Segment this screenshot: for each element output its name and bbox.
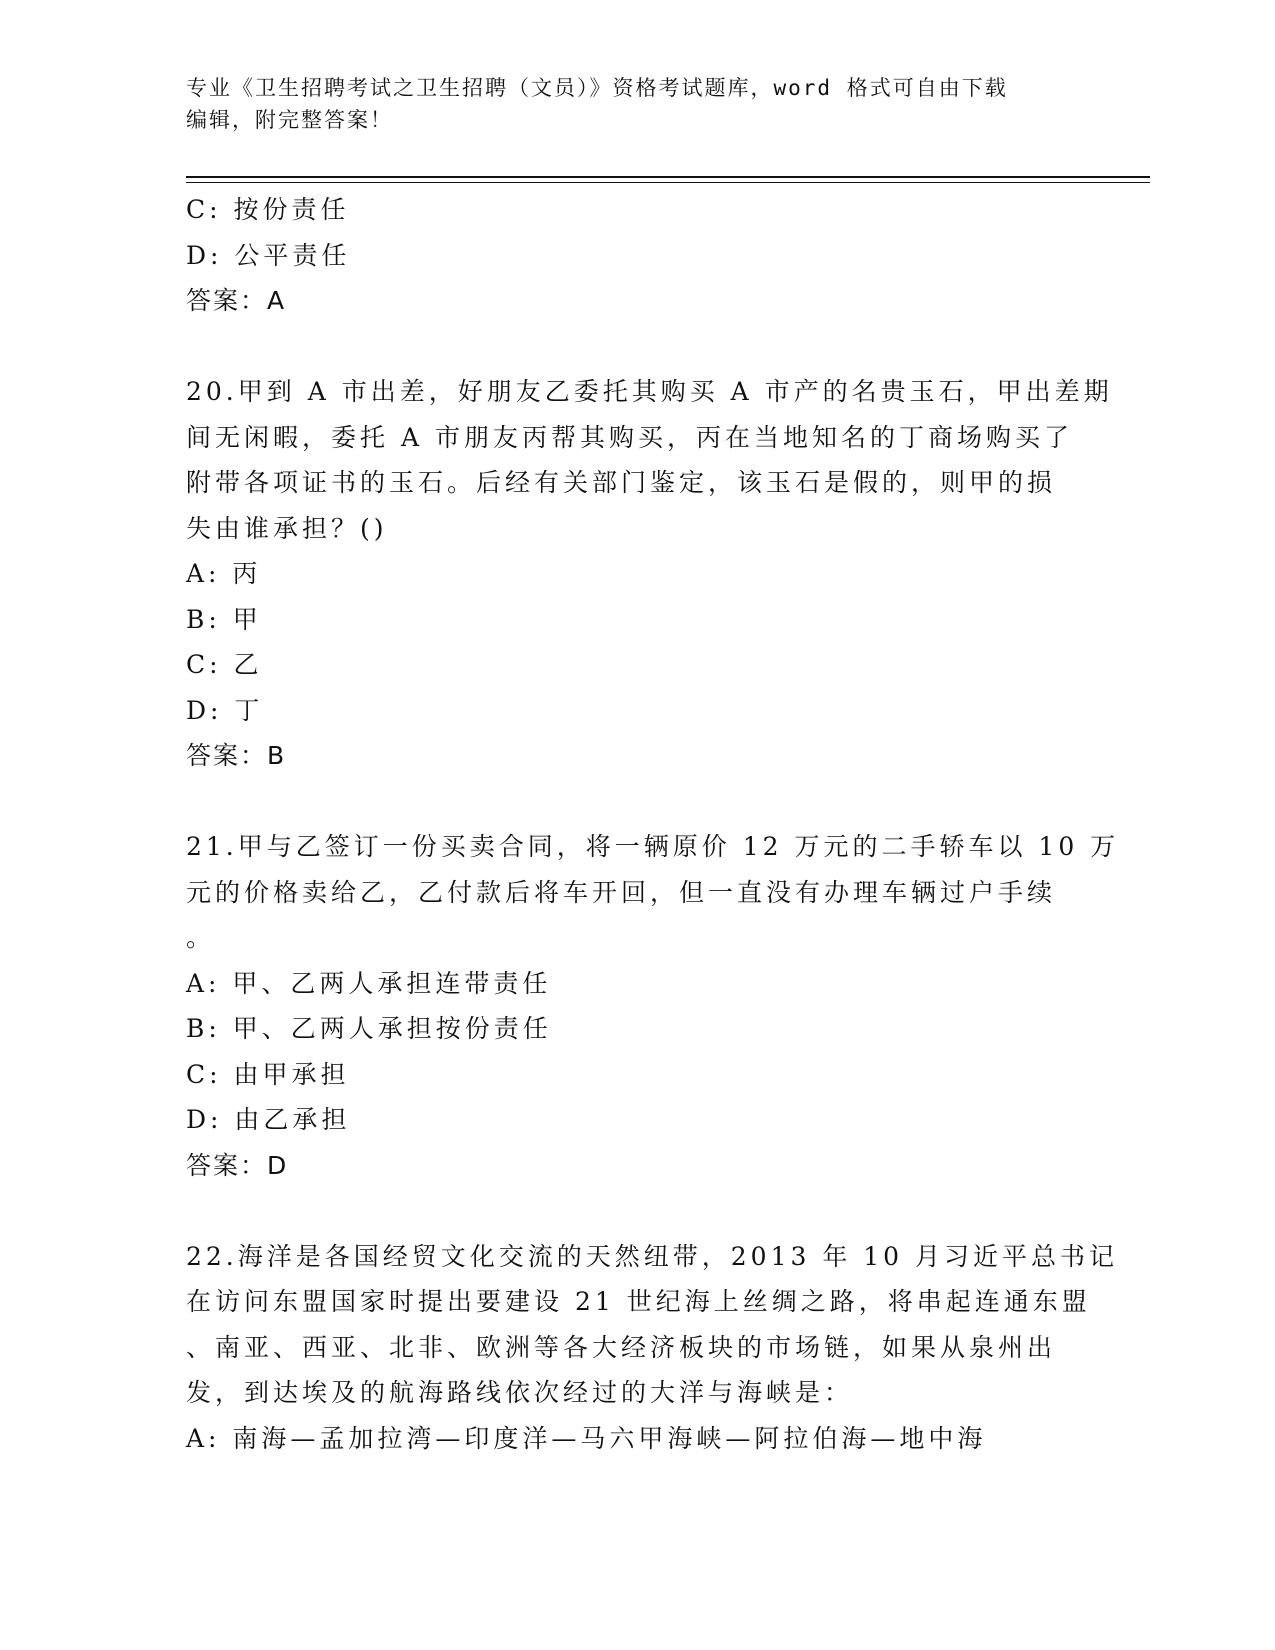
question-22 [186, 1234, 1119, 1462]
document-body [186, 187, 1120, 1461]
question-text: 。 [186, 923, 216, 952]
question-text: 发，到达埃及的航海路线依次经过的大洋与海峡是： [186, 1378, 854, 1407]
header-divider-thin [186, 182, 1150, 183]
question-text: 元的价格卖给乙，乙付款后将车开回，但一直没有办理车辆过户手续 [186, 877, 1057, 907]
question-text: 在访问东盟国家时提出要建设 21 世纪海上丝绸之路，将串起连通东盟 [186, 1287, 1091, 1316]
header-line-2: 编辑，附完整答案！ [186, 108, 393, 132]
option-a: A: 甲、乙两人承担连带责任 [186, 968, 552, 998]
answer: 答案：A [186, 286, 287, 315]
option-a: A: 南海—孟加拉湾—印度洋—马六甲海峡—阿拉伯海—地中海 [186, 1423, 987, 1453]
question-text: 附带各项证书的玉石。后经有关部门鉴定，该玉石是假的，则甲的损 [186, 468, 1057, 497]
option-d: D: 由乙承担 [186, 1105, 351, 1134]
option-d: D: 丁 [186, 695, 264, 725]
option-c: C: 乙 [186, 650, 263, 679]
question-text: 21.甲与乙签订一份买卖合同，将一辆原价 12 万元的二手轿车以 10 万 [186, 832, 1120, 861]
answer: 答案：D [186, 1150, 289, 1180]
question-text: 22.海洋是各国经贸文化交流的天然纽带，2013 年 10 月习近平总书记 [186, 1241, 1119, 1271]
option-b: B: 甲、乙两人承担按份责任 [186, 1014, 552, 1043]
option-c: C: 由甲承担 [186, 1059, 350, 1089]
answer: 答案：B [186, 741, 287, 770]
question-text: 失由谁承担？() [186, 513, 388, 543]
option-a: A: 丙 [186, 559, 262, 588]
option-c: C: 按份责任 [186, 195, 350, 224]
question-21 [186, 824, 1120, 1188]
option-d: D: 公平责任 [186, 240, 351, 270]
question-19-tail [186, 187, 1086, 324]
question-text: 、南亚、西亚、北非、欧洲等各大经济板块的市场链，如果从泉州出 [186, 1332, 1057, 1362]
header-line-1: 专业《卫生招聘考试之卫生招聘（文员）》资格考试题库，word 格式可自由下载 [186, 76, 1008, 100]
question-20 [186, 369, 1113, 779]
question-text: 20.甲到 A 市出差，好朋友乙委托其购买 A 市产的名贵玉石，甲出差期 [186, 377, 1113, 406]
option-b: B: 甲 [186, 604, 262, 634]
header-divider [186, 176, 1150, 178]
document-header [186, 72, 1086, 136]
question-text: 间无闲暇，委托 A 市朋友丙帮其购买，丙在当地知名的丁商场购买了 [186, 422, 1073, 452]
